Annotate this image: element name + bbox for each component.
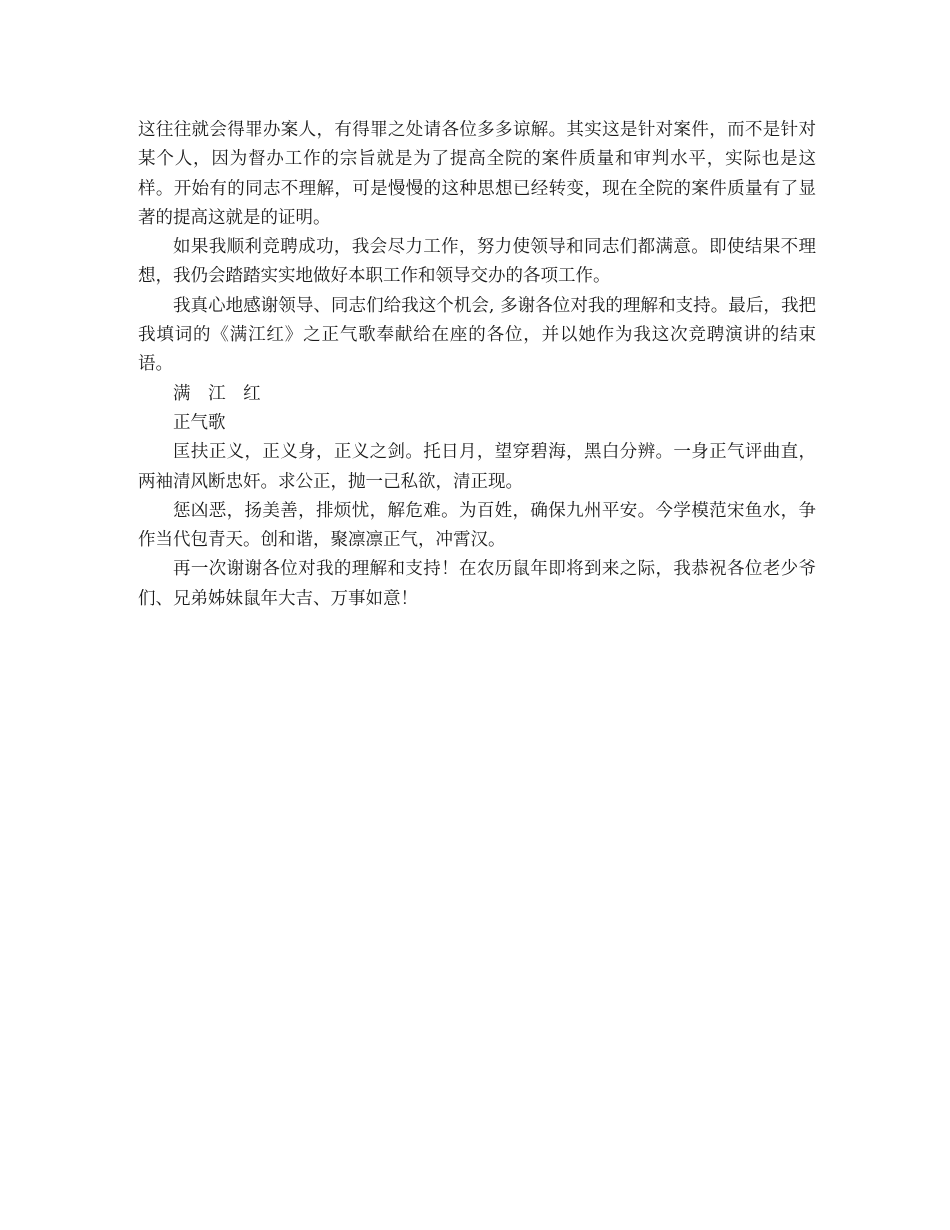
poem-stanza-2: 惩凶恶，扬美善，排烦忧，解危难。为百姓，确保九州平安。今学模范宋鱼水，争作当代包青天。创和谐，聚凛凛正气，冲霄汉。 [138,500,816,551]
poem-subtitle: 正气歌 [173,412,226,433]
paragraph-thanks: 我真心地感谢领导、同志们给我这个机会, 多谢各位对我的理解和支持。最后，我把我填词的《满江红》之正气歌奉献给在座的各位，并以她作为我这次竞聘演讲的结束语。 [138,295,816,375]
paragraph-commitment: 如果我顺利竞聘成功，我会尽力工作，努力使领导和同志们都满意。即使结果不理想，我仍会踏踏实实地做好本职工作和领导交办的各项工作。 [138,237,816,287]
poem-title: 满 江 红 [173,383,267,404]
paragraph-closing: 再一次谢谢各位对我的理解和支持！在农历鼠年即将到来之际，我恭祝各位老少爷们、兄弟姊妹鼠年大吉、万事如意！ [138,559,816,609]
paragraph-intro-continued: 这往往就会得罪办案人，有得罪之处请各位多多谅解。其实这是针对案件，而不是针对某个人，因为督办工作的宗旨就是为了提高全院的案件质量和审判水平，实际也是这样。开始有的同志不理解，可是慢慢的这种思想已经转变，现在全院的案件质量有了显著的提高这就是的证明。 [138,120,816,228]
document-body [138,116,816,614]
poem-stanza-1: 匡扶正义，正义身，正义之剑。托日月，望穿碧海，黑白分辨。一身正气评曲直，两袖清风断忠奸。求公正，抛一己私欲，清正现。 [138,442,816,492]
